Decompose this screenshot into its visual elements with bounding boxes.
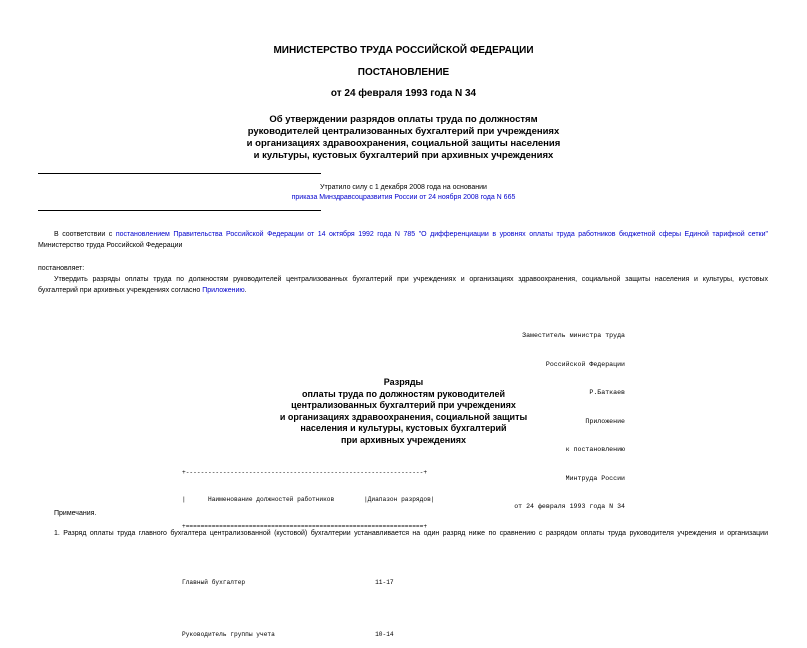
appendix-title-line: и организациях здравоохранения, социальной защиты [279, 411, 528, 422]
approve-line [38, 285, 768, 296]
note-item: 1. Разряд оплаты труда главного бухгалтера централизованной (кустовой) бухгалтерии устанавливается на один разряд ниже по сравнению с разрядом оплаты труда руководителя учреждения и организации [54, 530, 768, 537]
approve-text2: бухгалтерий при архивных учреждениях согласно [38, 287, 203, 294]
appendix-title-line: оплаты труда по должностям руководителей [301, 388, 506, 399]
government-decree-link[interactable]: постановлением Правительства Российской Федерации от 14 октября 1992 года N 785 "О дифференциации в уровнях оплаты труда работников бюджетной сферы Единой тарифной сетки" [115, 231, 768, 238]
preamble-prefix: В соответствии с [54, 231, 116, 238]
title-line: руководителей централизованных бухгалтерий при учреждениях [247, 126, 560, 137]
status-link[interactable]: приказа Минздравсоцразвития России от 24 ноября 2008 года N 665 [291, 194, 516, 201]
preamble [38, 229, 768, 251]
table-row: Главный бухгалтер 11-17 [182, 579, 394, 586]
appendix-ref-line: Минтруда России [565, 474, 625, 482]
table-border: +================================================================+ [182, 523, 428, 530]
appendix-ref-line: Приложение [585, 417, 625, 425]
status-line: Утратило силу с 1 декабря 2008 года на основании [320, 184, 487, 191]
appendix-ref-line: к постановлению [565, 446, 625, 453]
signature-line: Заместитель министра труда [522, 332, 625, 339]
signature-line: Российской Федерации [545, 360, 625, 368]
approve-end: . [244, 287, 247, 294]
appendix-title [0, 377, 807, 446]
signature-line: Р.Баткаев [589, 389, 625, 396]
title-line: и организациях здравоохранения, социальной защиты населения [246, 138, 561, 149]
ranks-table [182, 450, 435, 648]
table-row: Руководитель группы учета 10-14 [182, 631, 394, 638]
approve-line: Утвердить разряды оплаты труда по должностям руководителей централизованных бухгалтерий при учреждениях и организациях здравоохранения, социальной защиты населения и культуры, кустовых [54, 276, 768, 283]
table-border: +----------------------------------------------------------------+ [182, 469, 428, 476]
notes-heading: Примечания. [54, 510, 97, 517]
appendix-link[interactable]: Приложению [202, 287, 245, 294]
document-date-number: от 24 февраля 1993 года N 34 [330, 88, 477, 99]
preamble-line [38, 229, 768, 240]
appendix-title-line: Разряды [383, 377, 424, 387]
preamble-suffix: Министерство труда Российской Федерации [38, 242, 183, 249]
document-title [0, 114, 807, 162]
title-line: Об утверждении разрядов оплаты труда по должностям [269, 114, 538, 125]
document-type: ПОСТАНОВЛЕНИЕ [357, 67, 450, 78]
decrees-word: постановляет: [38, 265, 85, 272]
appendix-title-line: населения и культуры, кустовых бухгалтерий [300, 423, 507, 433]
appendix-ref-line: от 24 февраля 1993 года N 34 [514, 503, 625, 510]
divider [38, 173, 321, 174]
approve-paragraph [38, 274, 768, 296]
table-header-row: | Наименование должностей работников |Диапазон разрядов| [182, 496, 435, 503]
appendix-title-line: централизованных бухгалтерий при учреждениях [291, 400, 516, 410]
title-line: и культуры, кустовых бухгалтерий при архивных учреждениях [253, 150, 554, 161]
appendix-title-line: при архивных учреждениях [341, 434, 466, 445]
divider [38, 210, 321, 211]
ministry-heading: МИНИСТЕРСТВО ТРУДА РОССИЙСКОЙ ФЕДЕРАЦИИ [273, 45, 534, 56]
